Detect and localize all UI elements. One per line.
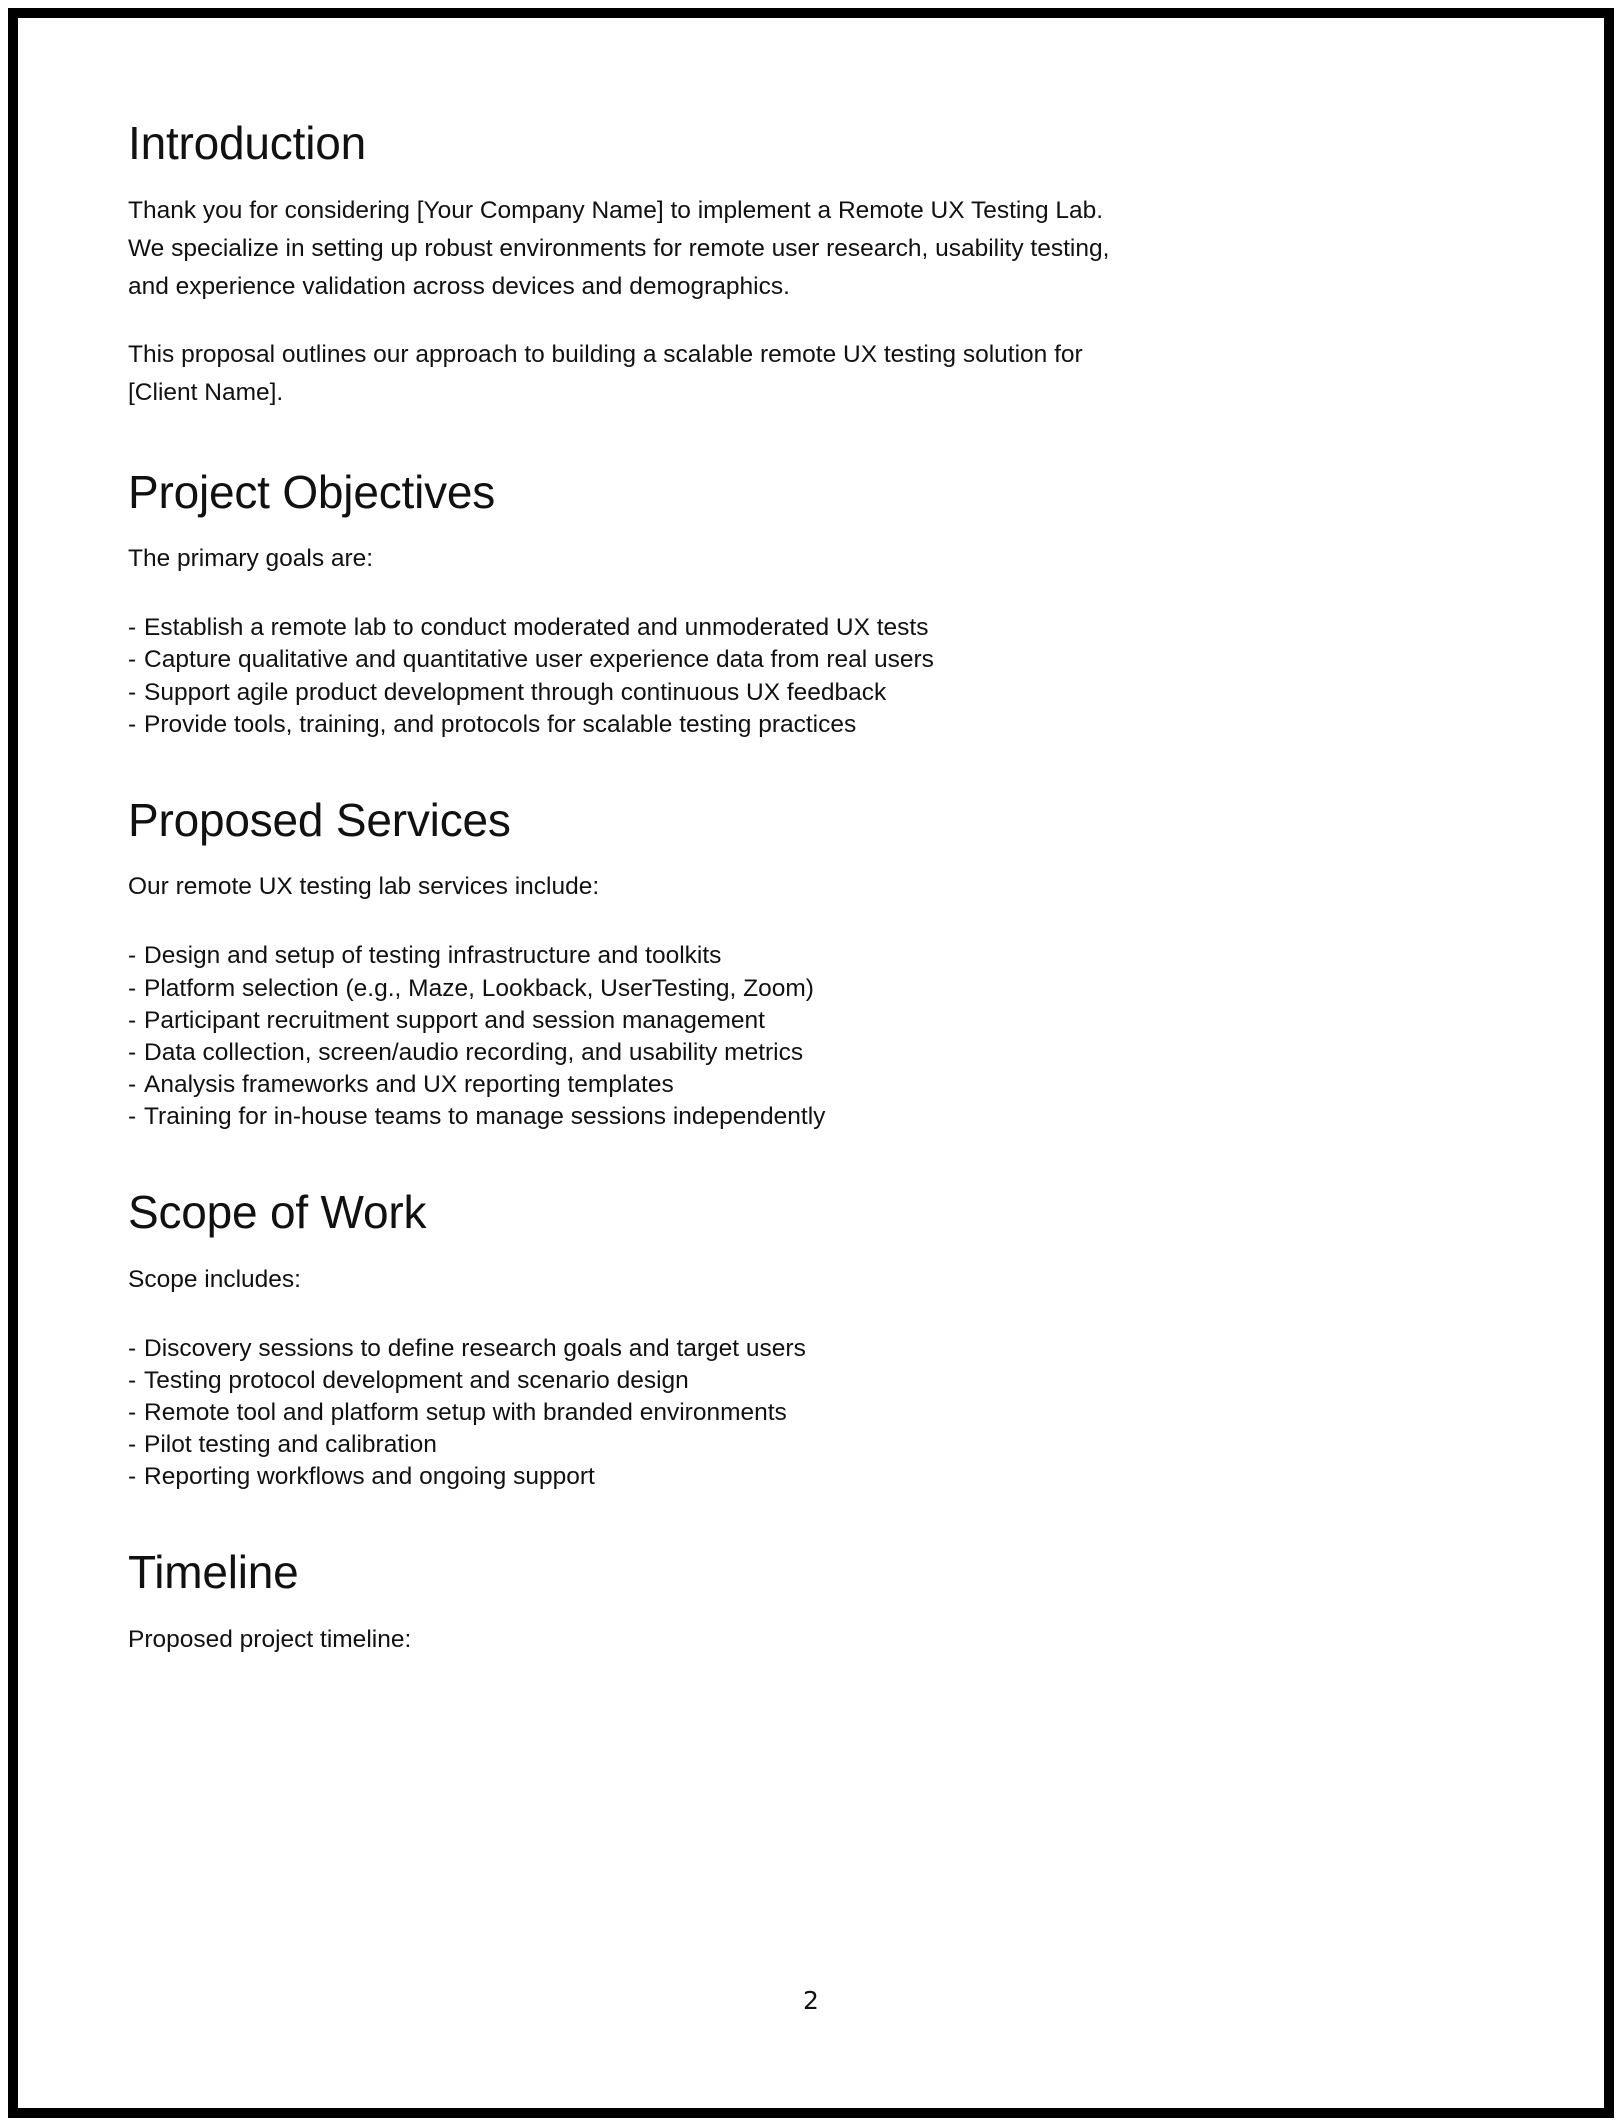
section-heading-proposed-services: Proposed Services xyxy=(128,793,511,846)
section-introduction xyxy=(128,118,1494,413)
list-item xyxy=(128,677,1494,709)
paragraph-project-objectives-1: The primary goals are: xyxy=(128,545,374,573)
page-number: 2 xyxy=(803,1986,819,2015)
list-item-label: Testing protocol development and scenario design xyxy=(144,1366,689,1394)
bullet-dash-icon: - xyxy=(128,646,137,674)
page-border xyxy=(8,8,1614,2118)
list-item xyxy=(128,1365,1494,1397)
paragraph-timeline-1: Proposed project timeline: xyxy=(128,1625,412,1653)
list-item xyxy=(128,1005,1494,1037)
list-item-label: Platform selection (e.g., Maze, Lookback, UserTesting, Zoom) xyxy=(144,974,814,1002)
bullet-list-proposed-services xyxy=(128,940,1494,1133)
bullet-dash-icon: - xyxy=(128,1398,137,1426)
section-proposed-services xyxy=(128,795,1494,1133)
bullet-dash-icon: - xyxy=(128,614,137,642)
list-item xyxy=(128,709,1494,741)
bullet-list-scope-of-work xyxy=(128,1333,1494,1493)
list-item-label: Remote tool and platform setup with branded environments xyxy=(144,1398,787,1426)
page-content-area xyxy=(18,18,1604,2108)
list-item xyxy=(128,1461,1494,1493)
paragraph-introduction-2: This proposal outlines our approach to building a scalable remote UX testing solution for [Client Name]. xyxy=(128,341,1083,407)
list-item xyxy=(128,612,1494,644)
list-item-label: Participant recruitment support and session management xyxy=(144,1006,765,1034)
list-item-label: Reporting workflows and ongoing support xyxy=(144,1463,595,1491)
list-item-label: Establish a remote lab to conduct moderated and unmoderated UX tests xyxy=(144,614,929,642)
bullet-list-project-objectives xyxy=(128,612,1494,740)
list-item xyxy=(128,940,1494,972)
list-item xyxy=(128,644,1494,676)
list-item-label: Provide tools, training, and protocols for scalable testing practices xyxy=(144,710,857,738)
list-item-label: Capture qualitative and quantitative user experience data from real users xyxy=(144,646,934,674)
list-item xyxy=(128,1069,1494,1101)
section-project-objectives xyxy=(128,467,1494,741)
bullet-dash-icon: - xyxy=(128,710,137,738)
list-item xyxy=(128,1333,1494,1365)
section-heading-scope-of-work: Scope of Work xyxy=(128,1186,427,1239)
list-item xyxy=(128,1037,1494,1069)
list-item-label: Support agile product development through continuous UX feedback xyxy=(144,678,887,706)
section-heading-timeline: Timeline xyxy=(128,1546,299,1599)
paragraph-introduction-1: Thank you for considering [Your Company Name] to implement a Remote UX Testing Lab. We specialize in setting up robust environments for remote user research, usability testing, and experience validation across devices and demographics. xyxy=(128,196,1110,300)
bullet-dash-icon: - xyxy=(128,1334,137,1362)
list-item-label: Discovery sessions to define research goals and target users xyxy=(144,1334,806,1362)
bullet-dash-icon: - xyxy=(128,1038,137,1066)
list-item-label: Pilot testing and calibration xyxy=(144,1431,437,1459)
list-item-label: Analysis frameworks and UX reporting templates xyxy=(144,1070,674,1098)
bullet-dash-icon: - xyxy=(128,1102,137,1130)
list-item-label: Training for in-house teams to manage sessions independently xyxy=(144,1102,826,1130)
bullet-dash-icon: - xyxy=(128,1431,137,1459)
list-item-label: Data collection, screen/audio recording, and usability metrics xyxy=(144,1038,804,1066)
list-item xyxy=(128,1429,1494,1461)
section-timeline xyxy=(128,1547,1494,1659)
list-item xyxy=(128,1101,1494,1133)
section-scope-of-work xyxy=(128,1187,1494,1493)
bullet-dash-icon: - xyxy=(128,1366,137,1394)
list-item-label: Design and setup of testing infrastructure and toolkits xyxy=(144,942,722,970)
paragraph-proposed-services-1: Our remote UX testing lab services include: xyxy=(128,873,600,901)
bullet-dash-icon: - xyxy=(128,942,137,970)
list-item xyxy=(128,973,1494,1005)
bullet-dash-icon: - xyxy=(128,1463,137,1491)
paragraph-scope-of-work-1: Scope includes: xyxy=(128,1265,301,1293)
bullet-dash-icon: - xyxy=(128,1070,137,1098)
document-body xyxy=(128,118,1494,1659)
bullet-dash-icon: - xyxy=(128,678,137,706)
bullet-dash-icon: - xyxy=(128,1006,137,1034)
section-heading-project-objectives: Project Objectives xyxy=(128,465,496,518)
section-heading-introduction: Introduction xyxy=(128,117,366,169)
bullet-dash-icon: - xyxy=(128,974,137,1002)
list-item xyxy=(128,1397,1494,1429)
